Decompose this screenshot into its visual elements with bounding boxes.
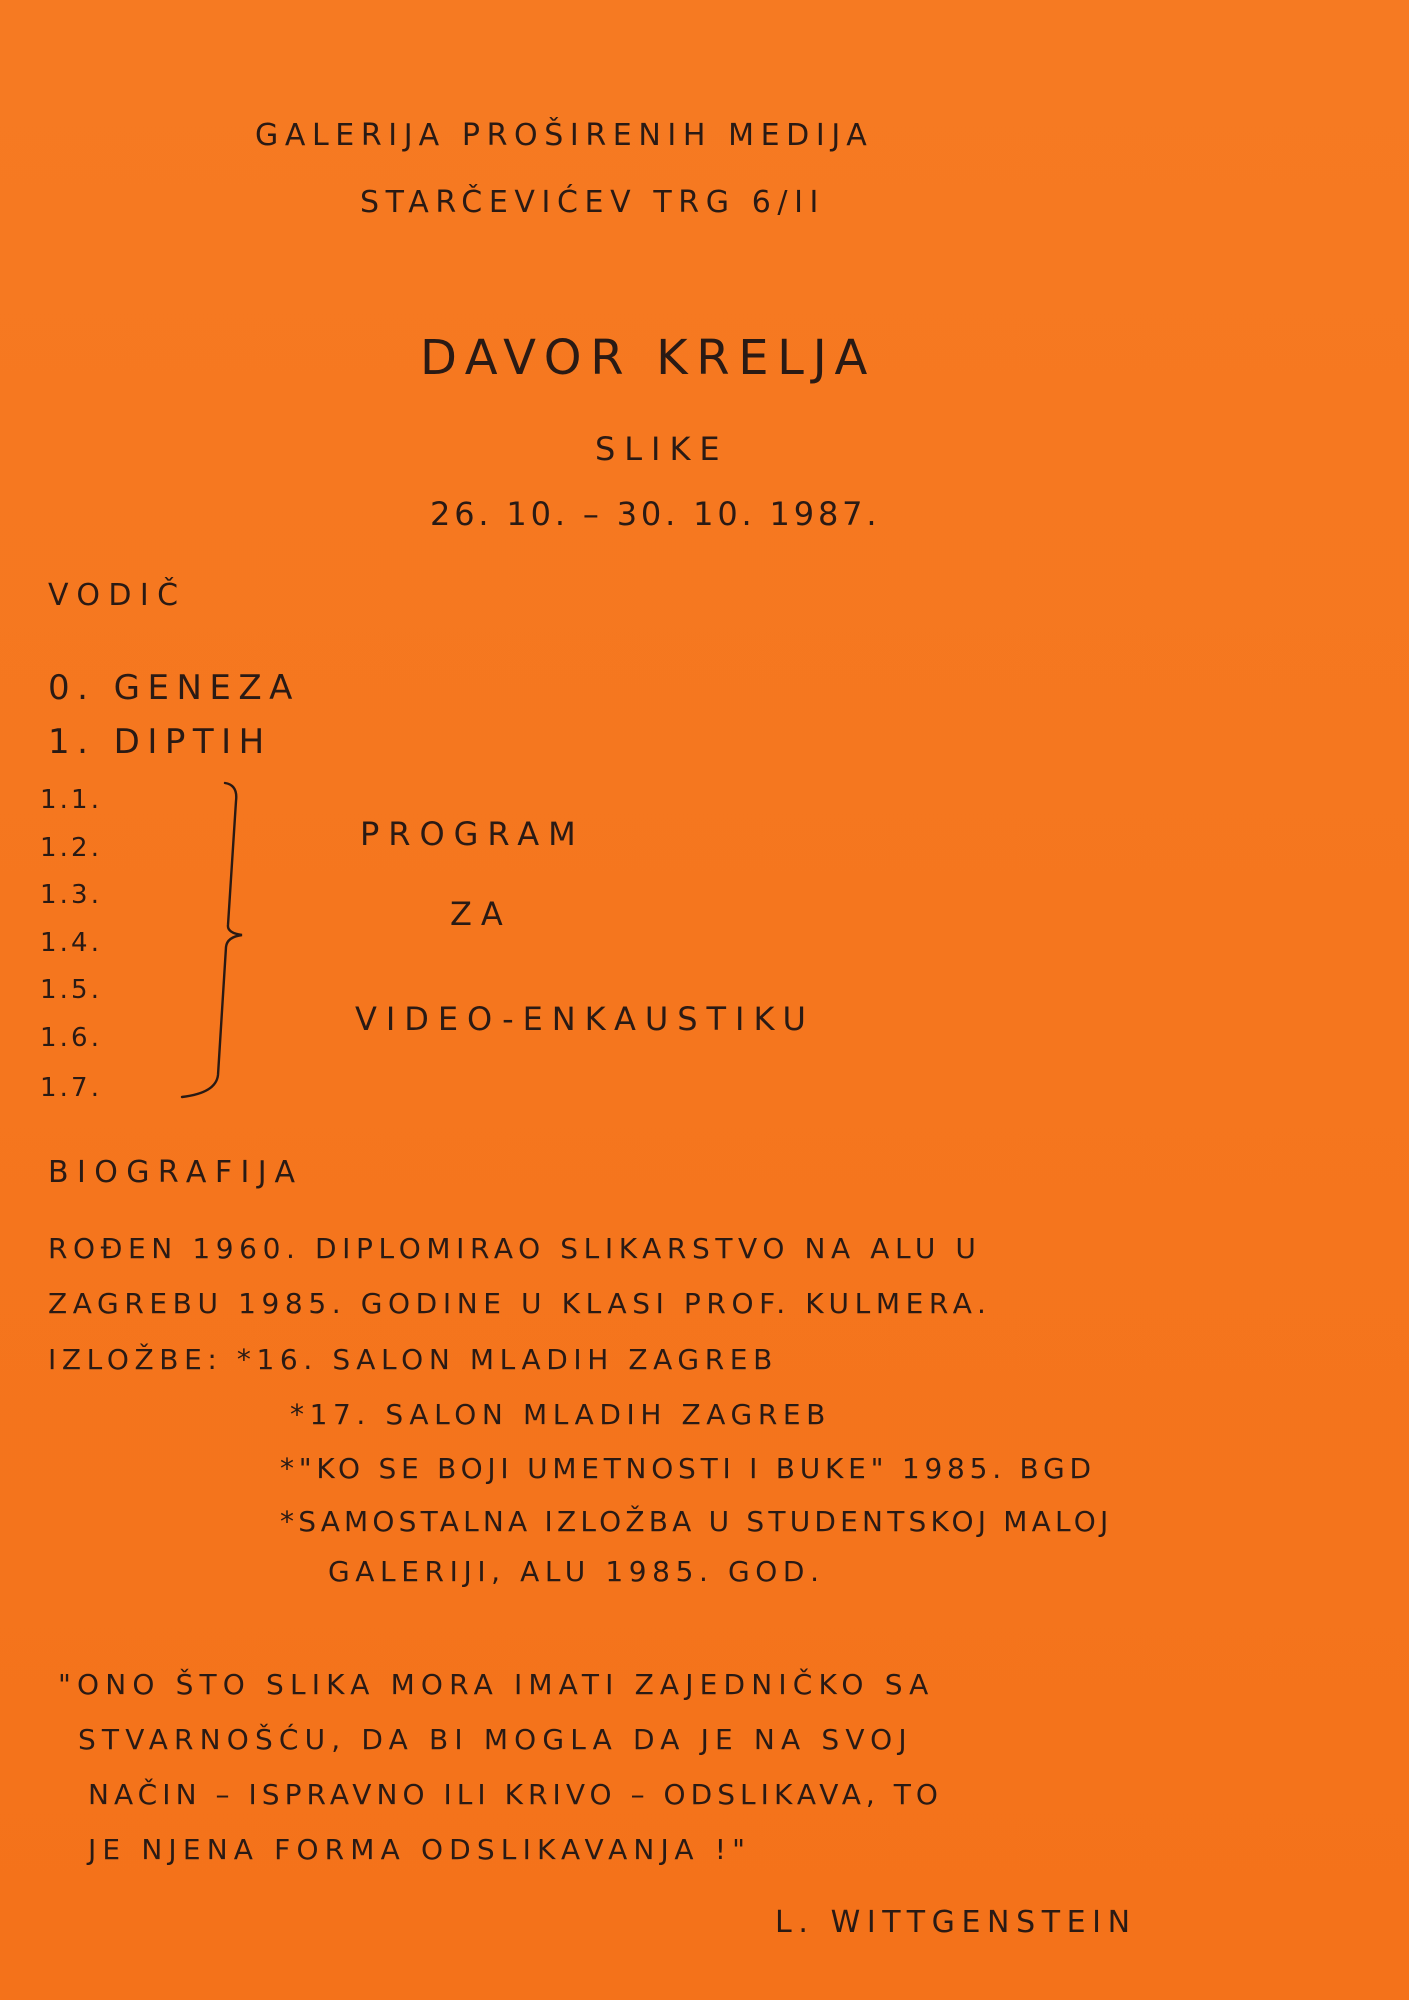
subitem-1-5: 1.5. xyxy=(40,975,103,1005)
bio-line-5: *"KO SE BOJI UMETNOSTI I BUKE" 1985. BGD xyxy=(280,1452,1096,1485)
quote-line-4: JE NJENA FORMA ODSLIKAVANJA !" xyxy=(88,1833,752,1866)
bio-line-4: *17. SALON MLADIH ZAGREB xyxy=(290,1398,831,1431)
artist-name: DAVOR KRELJA xyxy=(420,330,876,386)
quote-line-2: STVARNOŠĆU, DA BI MOGLA DA JE NA SVOJ xyxy=(78,1723,913,1756)
guide-heading: VODIČ xyxy=(48,578,187,613)
guide-item-diptih: 1. DIPTIH xyxy=(48,722,272,762)
exhibition-dates: 26. 10. – 30. 10. 1987. xyxy=(430,495,881,533)
program-line-1: PROGRAM xyxy=(360,815,585,853)
subitem-1-3: 1.3. xyxy=(40,880,103,910)
bio-line-6: *SAMOSTALNA IZLOŽBA U STUDENTSKOJ MALOJ xyxy=(280,1505,1113,1538)
quote-author: L. WITTGENSTEIN xyxy=(775,1905,1137,1940)
subitem-1-2: 1.2. xyxy=(40,833,103,863)
program-line-3: VIDEO-ENKAUSTIKU xyxy=(355,1000,815,1038)
exhibition-type: SLIKE xyxy=(595,430,729,468)
gallery-address: STARČEVIĆEV TRG 6/II xyxy=(360,185,825,220)
biography-heading: BIOGRAFIJA xyxy=(48,1155,304,1190)
subitem-1-1: 1.1. xyxy=(40,785,103,815)
guide-item-geneza: 0. GENEZA xyxy=(48,668,300,708)
bio-line-2: ZAGREBU 1985. GODINE U KLASI PROF. KULMERA. xyxy=(48,1287,992,1320)
subitem-1-4: 1.4. xyxy=(40,928,103,958)
curly-brace xyxy=(170,775,290,1115)
quote-line-1: "ONO ŠTO SLIKA MORA IMATI ZAJEDNIČKO SA xyxy=(58,1668,935,1701)
bio-line-1: ROĐEN 1960. DIPLOMIRAO SLIKARSTVO NA ALU U xyxy=(48,1232,982,1265)
bio-line-7: GALERIJI, ALU 1985. GOD. xyxy=(328,1555,825,1588)
subitem-1-7: 1.7. xyxy=(40,1073,103,1103)
gallery-name: GALERIJA PROŠIRENIH MEDIJA xyxy=(255,118,874,153)
subitem-1-6: 1.6. xyxy=(40,1023,103,1053)
bio-line-3: IZLOŽBE: *16. SALON MLADIH ZAGREB xyxy=(48,1343,778,1376)
quote-line-3: NAČIN – ISPRAVNO ILI KRIVO – ODSLIKAVA, TO xyxy=(88,1778,943,1811)
program-line-2: ZA xyxy=(450,895,512,933)
